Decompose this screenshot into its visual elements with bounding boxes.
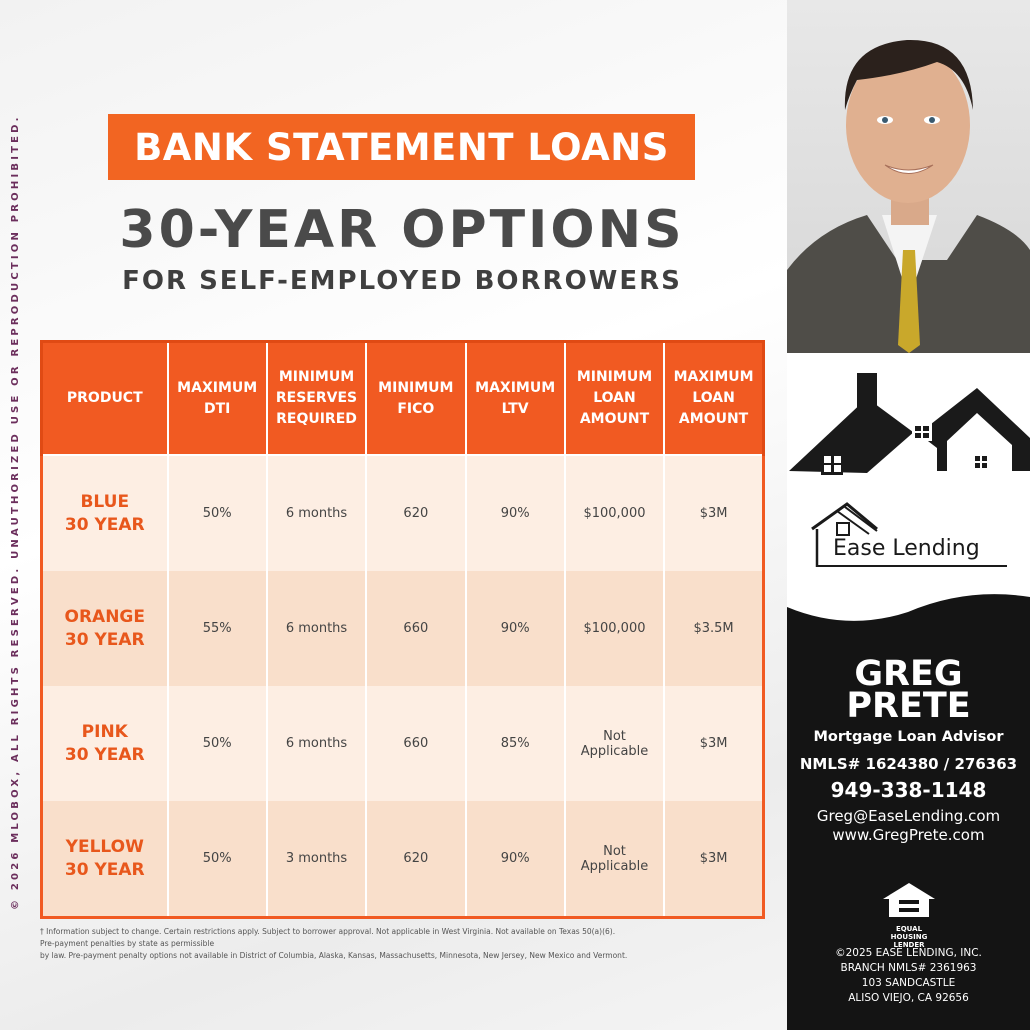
product-name: PINK — [81, 721, 128, 742]
reserves-cell: 6 months — [267, 686, 366, 801]
reserves-cell: 3 months — [267, 801, 366, 918]
product-term: 30 YEAR — [64, 859, 145, 880]
product-cell — [42, 455, 168, 571]
ltv-cell: 90% — [466, 571, 565, 686]
equal-housing-lender — [879, 881, 939, 949]
brand-logo-area — [787, 353, 1030, 588]
min-loan-text: $100,000 — [583, 506, 646, 521]
logo-underline — [817, 565, 1007, 567]
header-min-reserves — [267, 342, 366, 456]
table-row — [42, 455, 764, 571]
header-text: MAXIMUM — [177, 379, 258, 396]
agent-contact-panel — [787, 588, 1030, 1030]
dti-cell: 55% — [168, 571, 267, 686]
subhead: FOR SELF-EMPLOYED BORROWERS — [122, 266, 682, 296]
header-text: RESERVES — [275, 390, 358, 406]
dti-cell: 50% — [168, 455, 267, 571]
header-product — [42, 342, 168, 456]
product-term: 30 YEAR — [64, 514, 145, 535]
table-row — [42, 801, 764, 918]
fico-cell: 620 — [366, 801, 465, 918]
eho-line: LENDER — [893, 941, 925, 949]
header-text: MAXIMUM — [673, 369, 754, 385]
footnote-line: by law. Pre-payment penalty options not available in District of Columbia, Alaska, Kansas, Massachusetts, Minnesota, New Jersey, New Mexico and Vermont. — [40, 951, 628, 960]
ltv-cell: 90% — [466, 801, 565, 918]
max-loan-cell: $3M — [664, 686, 763, 801]
header-min-fico — [366, 342, 465, 456]
agent-nmls: NMLS# 1624380 / 276363 — [799, 755, 1018, 773]
reserves-cell: 6 months — [267, 455, 366, 571]
company-line: 103 SANDCASTLE — [861, 977, 956, 989]
min-loan-cell — [565, 686, 664, 801]
agent-photo — [787, 0, 1030, 353]
agent-portrait-illustration — [787, 0, 1030, 353]
company-line: BRANCH NMLS# 2361963 — [840, 962, 977, 974]
min-loan-cell — [565, 571, 664, 686]
dti-cell: 50% — [168, 686, 267, 801]
loan-options-table — [40, 340, 765, 919]
header-text: PRODUCT — [66, 390, 143, 406]
min-loan-text: Applicable — [580, 743, 649, 759]
min-loan-text: $100,000 — [583, 621, 646, 636]
header-text: LOAN — [593, 390, 636, 406]
footnote — [40, 926, 630, 962]
dti-cell: 50% — [168, 801, 267, 918]
banner-title: BANK STATEMENT LOANS — [108, 114, 695, 180]
company-line: ©2025 EASE LENDING, INC. — [835, 947, 982, 959]
fico-cell: 660 — [366, 686, 465, 801]
table-header-row — [42, 342, 764, 456]
min-loan-cell — [565, 455, 664, 571]
product-name: YELLOW — [65, 836, 144, 857]
brand-logo-text: Ease Lending — [833, 536, 980, 561]
fico-cell: 620 — [366, 455, 465, 571]
min-loan-text: Not — [603, 843, 626, 859]
header-max-ltv — [466, 342, 565, 456]
panel-wave — [787, 587, 1030, 632]
product-cell — [42, 571, 168, 686]
company-info — [787, 946, 1030, 1006]
copyright-vertical-text: © 2026 MLOBOX, ALL RIGHTS RESERVED. UNAUTHORIZED USE OR REPRODUCTION PROHIBITED. — [10, 114, 21, 910]
agent-phone[interactable]: 949-338-1148 — [830, 778, 987, 802]
min-loan-text: Applicable — [580, 858, 649, 874]
footnote-line: † Information subject to change. Certain restrictions apply. Subject to borrower approval. Not applicable in West Virginia. Not available on Texas 50(a)(6). Pre-payment penalties by state as permissible — [40, 927, 616, 948]
agent-last-name: PRETE — [846, 686, 971, 726]
header-text: FICO — [397, 400, 435, 417]
agent-website[interactable]: www.GregPrete.com — [832, 826, 985, 844]
equal-housing-icon — [881, 881, 937, 919]
product-cell — [42, 686, 168, 801]
header-text: MAXIMUM — [475, 379, 556, 396]
min-loan-cell — [565, 801, 664, 918]
headline: 30-YEAR OPTIONS — [119, 200, 685, 260]
product-name: ORANGE — [64, 606, 145, 627]
houses-illustration — [787, 353, 1030, 483]
header-max-dti — [168, 342, 267, 456]
table-row — [42, 571, 764, 686]
header-text: LOAN — [692, 390, 735, 406]
header-text: REQUIRED — [276, 411, 357, 427]
reserves-cell: 6 months — [267, 571, 366, 686]
agent-email[interactable]: Greg@EaseLending.com — [816, 807, 1001, 825]
header-max-loan — [664, 342, 763, 456]
company-line: ALISO VIEJO, CA 92656 — [848, 992, 969, 1004]
product-cell — [42, 801, 168, 918]
header-text: MINIMUM — [378, 379, 454, 396]
min-loan-text: Not — [603, 728, 626, 744]
header-text: AMOUNT — [579, 411, 650, 427]
table-row — [42, 686, 764, 801]
header-text: LTV — [501, 400, 529, 417]
agent-title: Mortgage Loan Advisor — [813, 729, 1004, 745]
ltv-cell: 90% — [466, 455, 565, 571]
max-loan-cell: $3M — [664, 455, 763, 571]
product-term: 30 YEAR — [64, 744, 145, 765]
header-min-loan — [565, 342, 664, 456]
product-term: 30 YEAR — [64, 629, 145, 650]
header-text: DTI — [203, 400, 231, 417]
header-text: MINIMUM — [278, 369, 355, 385]
max-loan-cell: $3M — [664, 801, 763, 918]
fico-cell: 660 — [366, 571, 465, 686]
agent-name — [787, 654, 1030, 726]
agent-first-name: GREG — [854, 654, 963, 694]
eho-line: EQUAL HOUSING — [890, 925, 928, 941]
header-text: MINIMUM — [576, 369, 653, 385]
ltv-cell: 85% — [466, 686, 565, 801]
product-name: BLUE — [80, 491, 130, 512]
header-text: AMOUNT — [678, 411, 749, 427]
max-loan-cell: $3.5M — [664, 571, 763, 686]
